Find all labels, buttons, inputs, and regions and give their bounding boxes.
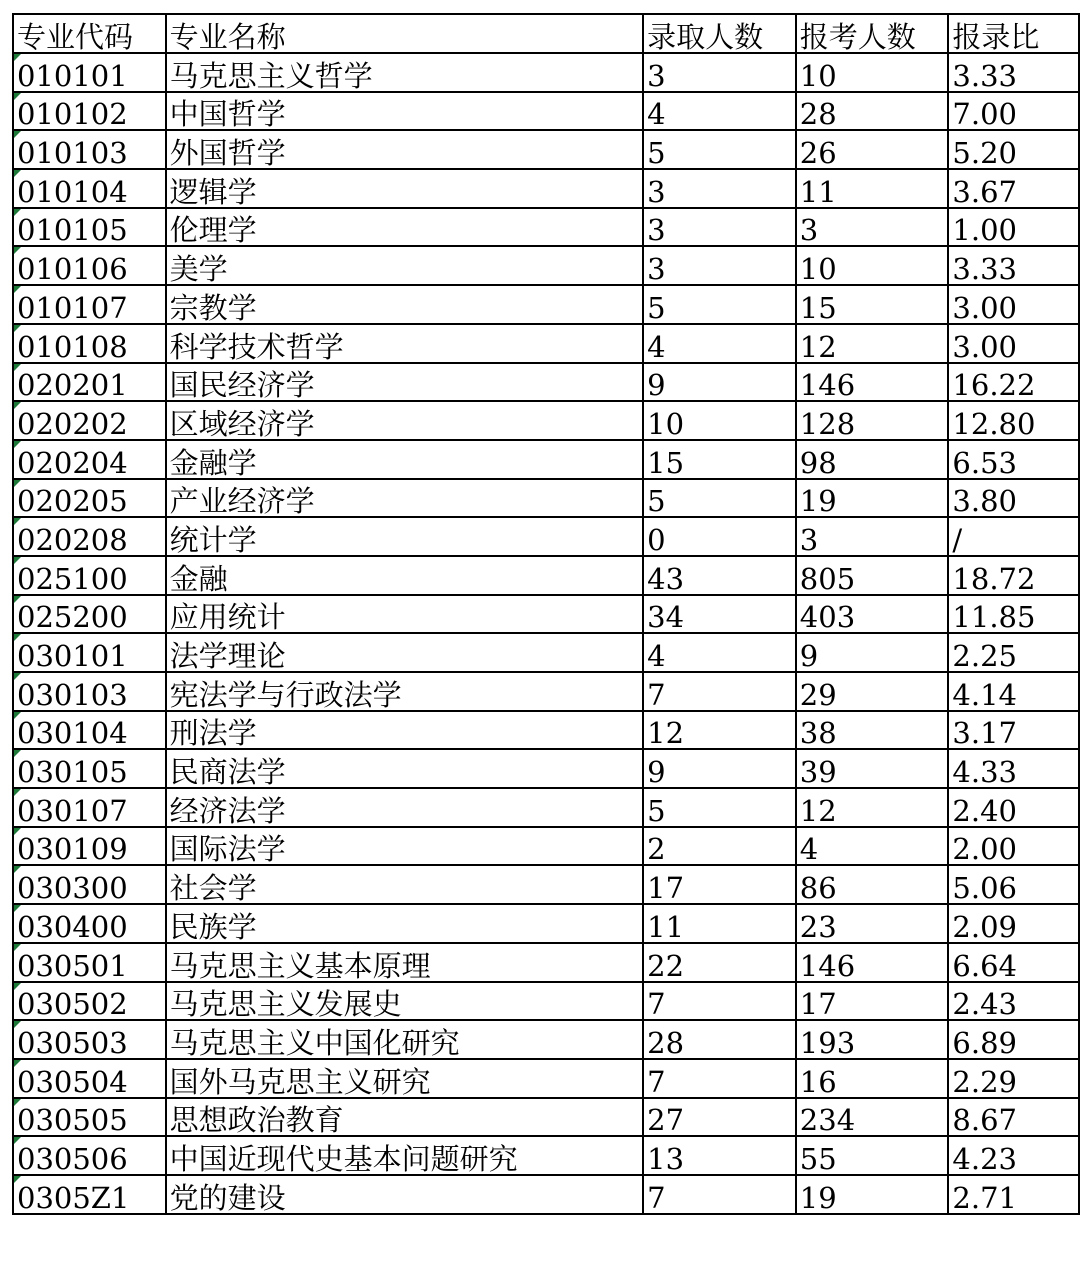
cell-name[interactable]: 应用统计 <box>166 595 644 634</box>
cell-applied[interactable]: 15 <box>796 285 949 324</box>
cell-admitted[interactable]: 4 <box>643 324 796 363</box>
cell-code[interactable]: 030300 <box>13 865 166 904</box>
cell-applied[interactable]: 128 <box>796 401 949 440</box>
cell-code[interactable]: 030107 <box>13 788 166 827</box>
cell-name[interactable]: 中国近现代史基本问题研究 <box>166 1136 644 1175</box>
cell-code[interactable]: 010106 <box>13 246 166 285</box>
cell-name[interactable]: 统计学 <box>166 517 644 556</box>
cell-code[interactable]: 025100 <box>13 556 166 595</box>
header-cell-applied[interactable]: 报考人数 <box>796 14 949 53</box>
cell-admitted[interactable]: 15 <box>643 440 796 479</box>
cell-admitted[interactable]: 27 <box>643 1098 796 1137</box>
cell-admitted[interactable]: 34 <box>643 595 796 634</box>
cell-code[interactable]: 030105 <box>13 749 166 788</box>
cell-name[interactable]: 国际法学 <box>166 827 644 866</box>
header-cell-name[interactable]: 专业名称 <box>166 14 644 53</box>
cell-applied[interactable]: 3 <box>796 517 949 556</box>
table-row <box>13 672 1079 711</box>
cell-ratio[interactable]: 5.20 <box>948 130 1079 169</box>
cell-applied[interactable]: 12 <box>796 788 949 827</box>
cell-admitted[interactable]: 5 <box>643 130 796 169</box>
cell-applied[interactable]: 23 <box>796 904 949 943</box>
cell-applied[interactable]: 17 <box>796 982 949 1021</box>
cell-applied[interactable]: 11 <box>796 169 949 208</box>
cell-name[interactable]: 金融学 <box>166 440 644 479</box>
header-cell-admitted[interactable]: 录取人数 <box>643 14 796 53</box>
cell-ratio[interactable]: 4.33 <box>948 749 1079 788</box>
cell-admitted[interactable]: 12 <box>643 711 796 750</box>
cell-code[interactable]: 010108 <box>13 324 166 363</box>
cell-applied[interactable]: 193 <box>796 1020 949 1059</box>
table-row <box>13 595 1079 634</box>
cell-name[interactable]: 思想政治教育 <box>166 1098 644 1137</box>
cell-applied[interactable]: 4 <box>796 827 949 866</box>
cell-code[interactable]: 030103 <box>13 672 166 711</box>
cell-code[interactable]: 030503 <box>13 1020 166 1059</box>
cell-ratio[interactable]: 2.00 <box>948 827 1079 866</box>
cell-code[interactable]: 030101 <box>13 633 166 672</box>
cell-ratio[interactable]: 6.53 <box>948 440 1079 479</box>
header-row <box>13 14 1079 53</box>
cell-ratio[interactable]: / <box>948 517 1079 556</box>
cell-code[interactable]: 025200 <box>13 595 166 634</box>
table-row <box>13 556 1079 595</box>
cell-name[interactable]: 马克思主义中国化研究 <box>166 1020 644 1059</box>
table-row <box>13 324 1079 363</box>
cell-ratio[interactable]: 3.67 <box>948 169 1079 208</box>
table-row <box>13 711 1079 750</box>
table-row <box>13 865 1079 904</box>
cell-ratio[interactable]: 3.17 <box>948 711 1079 750</box>
cell-admitted[interactable]: 28 <box>643 1020 796 1059</box>
cell-applied[interactable]: 19 <box>796 479 949 518</box>
cell-applied[interactable]: 234 <box>796 1098 949 1137</box>
header-cell-code[interactable]: 专业代码 <box>13 14 166 53</box>
cell-ratio[interactable]: 2.25 <box>948 633 1079 672</box>
cell-applied[interactable]: 10 <box>796 53 949 92</box>
cell-code[interactable]: 010102 <box>13 92 166 131</box>
cell-name[interactable]: 外国哲学 <box>166 130 644 169</box>
cell-applied[interactable]: 146 <box>796 363 949 402</box>
cell-applied[interactable]: 39 <box>796 749 949 788</box>
table-row <box>13 130 1079 169</box>
cell-admitted[interactable]: 13 <box>643 1136 796 1175</box>
cell-code[interactable]: 020201 <box>13 363 166 402</box>
cell-name[interactable]: 中国哲学 <box>166 92 644 131</box>
cell-applied[interactable]: 3 <box>796 208 949 247</box>
table-row <box>13 1175 1079 1214</box>
cell-applied[interactable]: 86 <box>796 865 949 904</box>
cell-name[interactable]: 马克思主义发展史 <box>166 982 644 1021</box>
cell-admitted[interactable]: 5 <box>643 788 796 827</box>
cell-admitted[interactable]: 3 <box>643 208 796 247</box>
table-row <box>13 1059 1079 1098</box>
cell-code[interactable]: 010104 <box>13 169 166 208</box>
admission-table <box>12 13 1080 1215</box>
cell-name[interactable]: 宗教学 <box>166 285 644 324</box>
cell-admitted[interactable]: 7 <box>643 1175 796 1214</box>
table-row <box>13 904 1079 943</box>
table-row <box>13 285 1079 324</box>
cell-code[interactable]: 030501 <box>13 943 166 982</box>
cell-admitted[interactable]: 3 <box>643 169 796 208</box>
cell-ratio[interactable]: 3.33 <box>948 246 1079 285</box>
cell-ratio[interactable]: 4.23 <box>948 1136 1079 1175</box>
cell-ratio[interactable]: 16.22 <box>948 363 1079 402</box>
cell-code[interactable]: 020205 <box>13 479 166 518</box>
table-row <box>13 827 1079 866</box>
cell-name[interactable]: 民商法学 <box>166 749 644 788</box>
cell-applied[interactable]: 16 <box>796 1059 949 1098</box>
cell-admitted[interactable]: 5 <box>643 285 796 324</box>
cell-name[interactable]: 马克思主义基本原理 <box>166 943 644 982</box>
cell-applied[interactable]: 12 <box>796 324 949 363</box>
cell-code[interactable]: 030505 <box>13 1098 166 1137</box>
cell-admitted[interactable]: 7 <box>643 982 796 1021</box>
table-row <box>13 633 1079 672</box>
cell-code[interactable]: 010101 <box>13 53 166 92</box>
cell-admitted[interactable]: 9 <box>643 749 796 788</box>
cell-name[interactable]: 法学理论 <box>166 633 644 672</box>
header-cell-ratio[interactable]: 报录比 <box>948 14 1079 53</box>
table-row <box>13 1020 1079 1059</box>
cell-code[interactable]: 030109 <box>13 827 166 866</box>
cell-ratio[interactable]: 6.64 <box>948 943 1079 982</box>
cell-name[interactable]: 金融 <box>166 556 644 595</box>
cell-applied[interactable]: 403 <box>796 595 949 634</box>
cell-ratio[interactable]: 3.80 <box>948 479 1079 518</box>
table-row <box>13 208 1079 247</box>
cell-admitted[interactable]: 2 <box>643 827 796 866</box>
cell-ratio[interactable]: 18.72 <box>948 556 1079 595</box>
cell-name[interactable]: 产业经济学 <box>166 479 644 518</box>
cell-name[interactable]: 刑法学 <box>166 711 644 750</box>
cell-ratio[interactable]: 2.40 <box>948 788 1079 827</box>
cell-ratio[interactable]: 3.00 <box>948 285 1079 324</box>
cell-applied[interactable]: 19 <box>796 1175 949 1214</box>
cell-admitted[interactable]: 43 <box>643 556 796 595</box>
cell-name[interactable]: 国民经济学 <box>166 363 644 402</box>
cell-code[interactable]: 020204 <box>13 440 166 479</box>
cell-name[interactable]: 科学技术哲学 <box>166 324 644 363</box>
cell-name[interactable]: 经济法学 <box>166 788 644 827</box>
cell-code[interactable]: 030104 <box>13 711 166 750</box>
cell-ratio[interactable]: 2.43 <box>948 982 1079 1021</box>
cell-admitted[interactable]: 11 <box>643 904 796 943</box>
cell-ratio[interactable]: 4.14 <box>948 672 1079 711</box>
cell-ratio[interactable]: 3.00 <box>948 324 1079 363</box>
cell-applied[interactable]: 29 <box>796 672 949 711</box>
cell-ratio[interactable]: 2.29 <box>948 1059 1079 1098</box>
cell-code[interactable]: 030400 <box>13 904 166 943</box>
cell-ratio[interactable]: 12.80 <box>948 401 1079 440</box>
cell-name[interactable]: 逻辑学 <box>166 169 644 208</box>
cell-ratio[interactable]: 2.71 <box>948 1175 1079 1214</box>
cell-code[interactable]: 030506 <box>13 1136 166 1175</box>
cell-code[interactable]: 020202 <box>13 401 166 440</box>
cell-code[interactable]: 030502 <box>13 982 166 1021</box>
cell-name[interactable]: 党的建设 <box>166 1175 644 1214</box>
cell-code[interactable]: 010105 <box>13 208 166 247</box>
cell-applied[interactable]: 38 <box>796 711 949 750</box>
cell-applied[interactable]: 805 <box>796 556 949 595</box>
cell-admitted[interactable]: 0 <box>643 517 796 556</box>
cell-applied[interactable]: 9 <box>796 633 949 672</box>
cell-admitted[interactable]: 3 <box>643 246 796 285</box>
table-row <box>13 943 1079 982</box>
cell-name[interactable]: 伦理学 <box>166 208 644 247</box>
table-row <box>13 246 1079 285</box>
cell-name[interactable]: 社会学 <box>166 865 644 904</box>
table-row <box>13 363 1079 402</box>
cell-admitted[interactable]: 7 <box>643 672 796 711</box>
table-row <box>13 169 1079 208</box>
cell-applied[interactable]: 55 <box>796 1136 949 1175</box>
cell-ratio[interactable]: 5.06 <box>948 865 1079 904</box>
cell-admitted[interactable]: 9 <box>643 363 796 402</box>
cell-applied[interactable]: 28 <box>796 92 949 131</box>
cell-admitted[interactable]: 22 <box>643 943 796 982</box>
cell-name[interactable]: 马克思主义哲学 <box>166 53 644 92</box>
cell-code[interactable]: 010103 <box>13 130 166 169</box>
cell-applied[interactable]: 26 <box>796 130 949 169</box>
cell-code[interactable]: 030504 <box>13 1059 166 1098</box>
cell-admitted[interactable]: 7 <box>643 1059 796 1098</box>
table-row <box>13 749 1079 788</box>
cell-ratio[interactable]: 8.67 <box>948 1098 1079 1137</box>
cell-admitted[interactable]: 10 <box>643 401 796 440</box>
table-row <box>13 788 1079 827</box>
cell-admitted[interactable]: 4 <box>643 92 796 131</box>
cell-code[interactable]: 010107 <box>13 285 166 324</box>
table-body <box>13 14 1079 1214</box>
cell-admitted[interactable]: 3 <box>643 53 796 92</box>
table-row <box>13 53 1079 92</box>
cell-name[interactable]: 宪法学与行政法学 <box>166 672 644 711</box>
cell-ratio[interactable]: 2.09 <box>948 904 1079 943</box>
cell-name[interactable]: 国外马克思主义研究 <box>166 1059 644 1098</box>
cell-ratio[interactable]: 7.00 <box>948 92 1079 131</box>
cell-applied[interactable]: 98 <box>796 440 949 479</box>
cell-code[interactable]: 020208 <box>13 517 166 556</box>
cell-name[interactable]: 美学 <box>166 246 644 285</box>
cell-ratio[interactable]: 11.85 <box>948 595 1079 634</box>
cell-ratio[interactable]: 6.89 <box>948 1020 1079 1059</box>
cell-admitted[interactable]: 5 <box>643 479 796 518</box>
cell-ratio[interactable]: 1.00 <box>948 208 1079 247</box>
cell-name[interactable]: 民族学 <box>166 904 644 943</box>
cell-code[interactable]: 0305Z1 <box>13 1175 166 1214</box>
cell-admitted[interactable]: 17 <box>643 865 796 904</box>
table-row <box>13 517 1079 556</box>
table-row <box>13 440 1079 479</box>
cell-applied[interactable]: 146 <box>796 943 949 982</box>
table-row <box>13 479 1079 518</box>
table-row <box>13 1136 1079 1175</box>
cell-admitted[interactable]: 4 <box>643 633 796 672</box>
table-row <box>13 401 1079 440</box>
table-row <box>13 1098 1079 1137</box>
table-row <box>13 982 1079 1021</box>
cell-applied[interactable]: 10 <box>796 246 949 285</box>
cell-name[interactable]: 区域经济学 <box>166 401 644 440</box>
cell-ratio[interactable]: 3.33 <box>948 53 1079 92</box>
table-row <box>13 92 1079 131</box>
